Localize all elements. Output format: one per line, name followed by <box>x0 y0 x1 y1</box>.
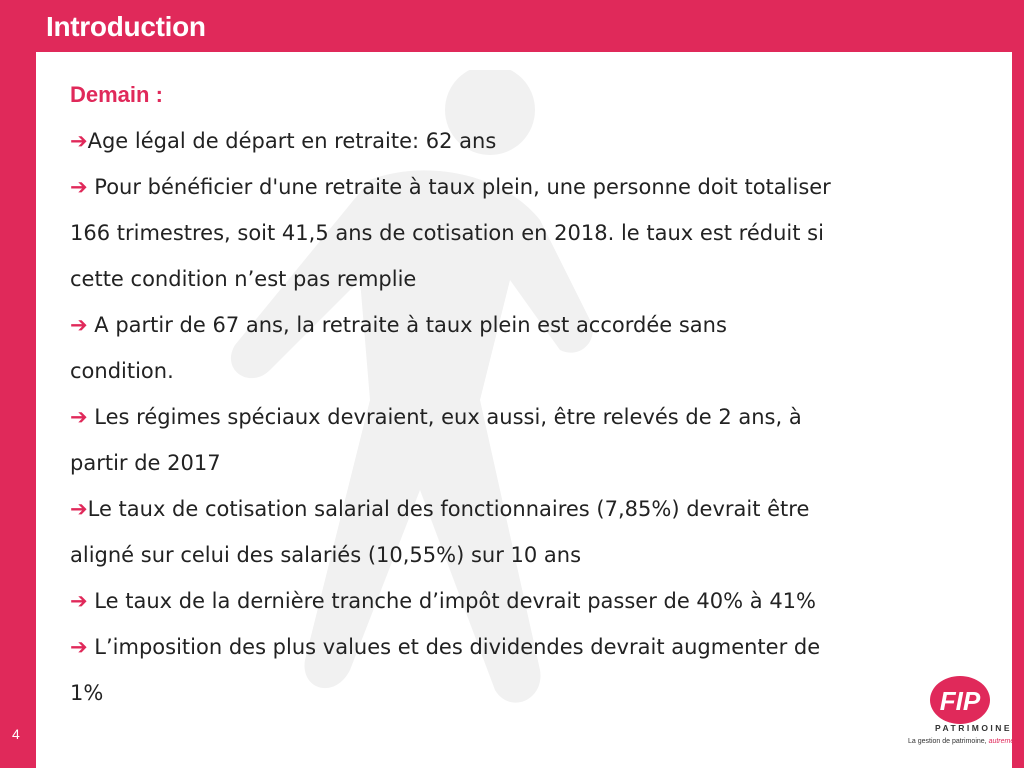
right-accent-bar <box>1012 0 1024 768</box>
bullet-continuation: 1% <box>70 681 104 705</box>
bullet-line: ➔ L’imposition des plus values et des dividendes devrait augmenter de <box>70 635 821 659</box>
bullet-line: ➔Age légal de départ en retraite: 62 ans <box>70 129 497 153</box>
bullet-continuation: cette condition n’est pas remplie <box>70 267 417 291</box>
arrow-icon: ➔ <box>70 497 88 521</box>
bullet-continuation: aligné sur celui des salariés (10,55%) sur 10 ans <box>70 543 582 567</box>
logo-tagline: La gestion de patrimoine, autrement <box>908 738 1021 745</box>
bullet-line: ➔ Pour bénéficier d'une retraite à taux plein, une personne doit totaliser <box>70 175 831 199</box>
bullet-line: ➔ A partir de 67 ans, la retraite à taux plein est accordée sans <box>70 313 727 337</box>
fip-logo-icon <box>905 670 1015 760</box>
bullet-line: ➔ Le taux de la dernière tranche d’impôt devrait passer de 40% à 41% <box>70 589 816 613</box>
bullet-continuation: partir de 2017 <box>70 451 221 475</box>
slide-title: Introduction <box>46 11 206 42</box>
bullet-line: ➔Le taux de cotisation salarial des fonctionnaires (7,85%) devrait être <box>70 497 810 521</box>
left-accent-bar <box>0 0 36 768</box>
arrow-icon: ➔ <box>70 589 88 613</box>
bullet-continuation: 166 trimestres, soit 41,5 ans de cotisation en 2018. le taux est réduit si <box>70 221 824 245</box>
logo-brand-text: FIP <box>939 686 981 716</box>
arrow-icon: ➔ <box>70 635 88 659</box>
page-number: 4 <box>12 726 20 742</box>
arrow-icon: ➔ <box>70 129 88 153</box>
arrow-icon: ➔ <box>70 175 88 199</box>
subtitle: Demain : <box>70 82 163 107</box>
logo-word: PATRIMOINE <box>935 723 1013 733</box>
bullet-line: ➔ Les régimes spéciaux devraient, eux aussi, être relevés de 2 ans, à <box>70 405 802 429</box>
slide-content <box>70 72 970 716</box>
arrow-icon: ➔ <box>70 405 88 429</box>
arrow-icon: ➔ <box>70 313 88 337</box>
bullet-continuation: condition. <box>70 359 174 383</box>
